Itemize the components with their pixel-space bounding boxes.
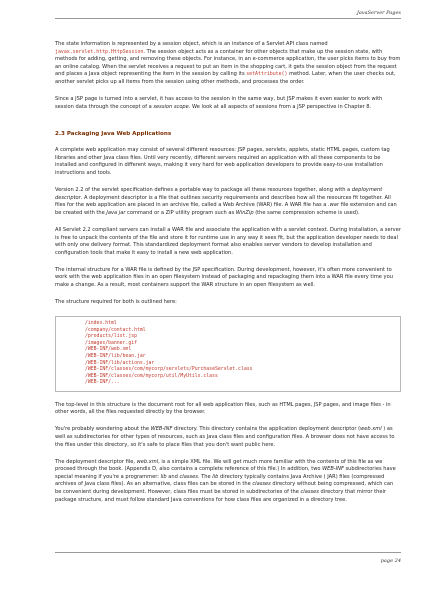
emphasis: deployment descriptor [55, 187, 383, 201]
footer-rule [55, 552, 401, 553]
section-heading: 2.3 Packaging Java Web Applications [55, 131, 172, 138]
text: . The session object acts as a container for other objects that make up the session state, with methods for adding, getting, and removing these objects. For instance, in an e-commerce application, the user picks items to buy from an online catalog. When the servlet receives a request to put an item in the shopping cart, it gets the session object from the request and places a Java object representing the item in the session by calling its [55, 48, 401, 78]
text: You're probably wondering about the [55, 426, 151, 433]
code-line: /WEB-INF/web.xml [85, 347, 132, 353]
page-body [55, 41, 401, 514]
emphasis: classes [300, 489, 319, 496]
inline-code: setAttribute() [246, 71, 288, 78]
emphasis: web.xml [136, 458, 159, 465]
paragraph-document-root: The top-level in this structure is the document root for all web application files, such as HTML pages, JSP pages, and image files - in other words, all the files requested directly by the browser. [55, 401, 391, 416]
text: directory. This directory contains the application deployment descriptor ( [172, 426, 361, 433]
text: . A deployment descriptor is a file that outlines security requirements and describes how all the resources fit together. All files for the web application are placed in an archive file, called a Web Archive (WAR) file. A WAR file has a [55, 194, 391, 209]
text: directory without being compressed, which can be convenient during development. However, class files must be stored in subdirectories of the [55, 481, 394, 496]
paragraph-deployment-descriptor [55, 459, 401, 505]
text: (the same compression scheme is used). [253, 209, 360, 216]
emphasis: .war [327, 202, 339, 209]
text: The deployment descriptor file, [55, 458, 137, 465]
emphasis: web.xml [360, 426, 382, 433]
emphasis: lib [160, 473, 167, 480]
text: , is a simple XML file. We will get much more familiar with the contents of this file as we proceed through the book. (Appendix D, also contains a complete reference of this file.) In addition, two [55, 458, 383, 473]
text: subdirectories have special meaning if you're a programmer: [55, 466, 396, 480]
emphasis: lib [212, 473, 219, 480]
text: directory that mirror their package structure, and must follow standard Java conventions for how class files are organized in a directory tree. [55, 489, 386, 503]
emphasis: WEB-INF [150, 426, 173, 433]
code-line: /WEB-INF/lib/bean.jar [85, 353, 146, 359]
paragraph-session-scope [55, 96, 401, 111]
emphasis: Java jar [106, 209, 126, 216]
paragraph-war-intro [55, 187, 401, 217]
code-line: /WEB-INF/classes/com/mycorp/servlets/PurchaseServlet.class [85, 367, 253, 373]
emphasis: classes [179, 473, 198, 480]
text: Version 2.2 of the servlet specification defines a portable way to package all these resources together, along with a [55, 187, 352, 194]
code-line: /WEB-INF/classes/com/mycorp/util/MyUtils.class [85, 373, 218, 379]
emphasis: WEB-INF [322, 466, 344, 473]
text: file extension and can be created with the [55, 202, 397, 216]
code-line: /images/banner.gif [85, 340, 137, 346]
text: The state information is represented by a session object, which is an instance of a Servlet API class named [55, 41, 328, 47]
emphasis: classes [252, 481, 271, 488]
paragraph-web-inf [55, 426, 401, 449]
text: directory typically contains Java Archive ( JAR) files (compressed archives of Java class files). As an alternative, class files can be stored in the [55, 473, 385, 488]
emphasis: session scope [153, 103, 189, 110]
code-line: /WEB-INF/lib/actions.jar [85, 360, 155, 366]
text: command or a ZIP utility program such as [125, 209, 236, 216]
inline-code: javax.servlet.http.HttpSession [55, 48, 144, 55]
text: Since a JSP page is turned into a servlet, it has access to the session in the same way, but JSP makes it even easier to work with session data through the concept of a [55, 96, 383, 110]
page-number: page 24 [380, 558, 401, 564]
emphasis: WinZip [235, 209, 254, 216]
paragraph-structure-intro: The structure required for both is outlined here: [55, 299, 177, 306]
paragraph-session-object [55, 41, 401, 87]
paragraph-war-structure: The internal structure for a WAR file is defined by the JSP specification. During development, however, it's often more convenient to work with the web application files in an open filesystem instead of packaging and repackaging them into a WAR file every time you make a change. As a result, most containers support the WAR structure in an open filesystem as well. [55, 266, 393, 289]
code-block [55, 316, 401, 391]
text: . We look at all aspects of sessions from a JSP perspective in Chapter 8. [188, 103, 372, 110]
code-line: /index.html [85, 321, 117, 327]
text: and [166, 473, 180, 480]
text: method. Later, when the user checks out, another servlet picks up all items from the session using other methods, and processes the order. [55, 71, 396, 85]
code-line: /products/list.jsp [85, 334, 137, 340]
code-line: /company/contact.html [85, 327, 146, 333]
paragraph-servlet-compliance: All Servlet 2.2 compliant servers can install a WAR file and associate the application with a servlet context. During installation, a server is free to unpack the contents of the file and store it for runtime use in any way it sees fit, but the application developer needs to deal with only one delivery format. This standardized deployment format also enables server vendors to develop installation and configuration tools that make it easy to install a new web application. [55, 227, 401, 256]
text: ) as well as subdirectories for other types of resources, such as Java class files and configuration files. A browser does not have access to the files under this directory, so it's safe to place files that you don't want public here. [55, 426, 395, 448]
running-header: JavaServer Pages [356, 10, 401, 16]
paragraph-web-app-resources: A complete web application may consist of several different resources: JSP pages, servlets, applets, static HTML pages, custom tag libraries and other Java class files. Until very recently, different servers required an application with all these components to be installed and configured in different ways, making it very hard for web application developers to provide easy-to-use installation instructions and tools. [55, 147, 390, 177]
text: . The [197, 473, 213, 480]
header-rule [55, 18, 401, 19]
code-line: /WEB-INF/... [85, 380, 120, 386]
